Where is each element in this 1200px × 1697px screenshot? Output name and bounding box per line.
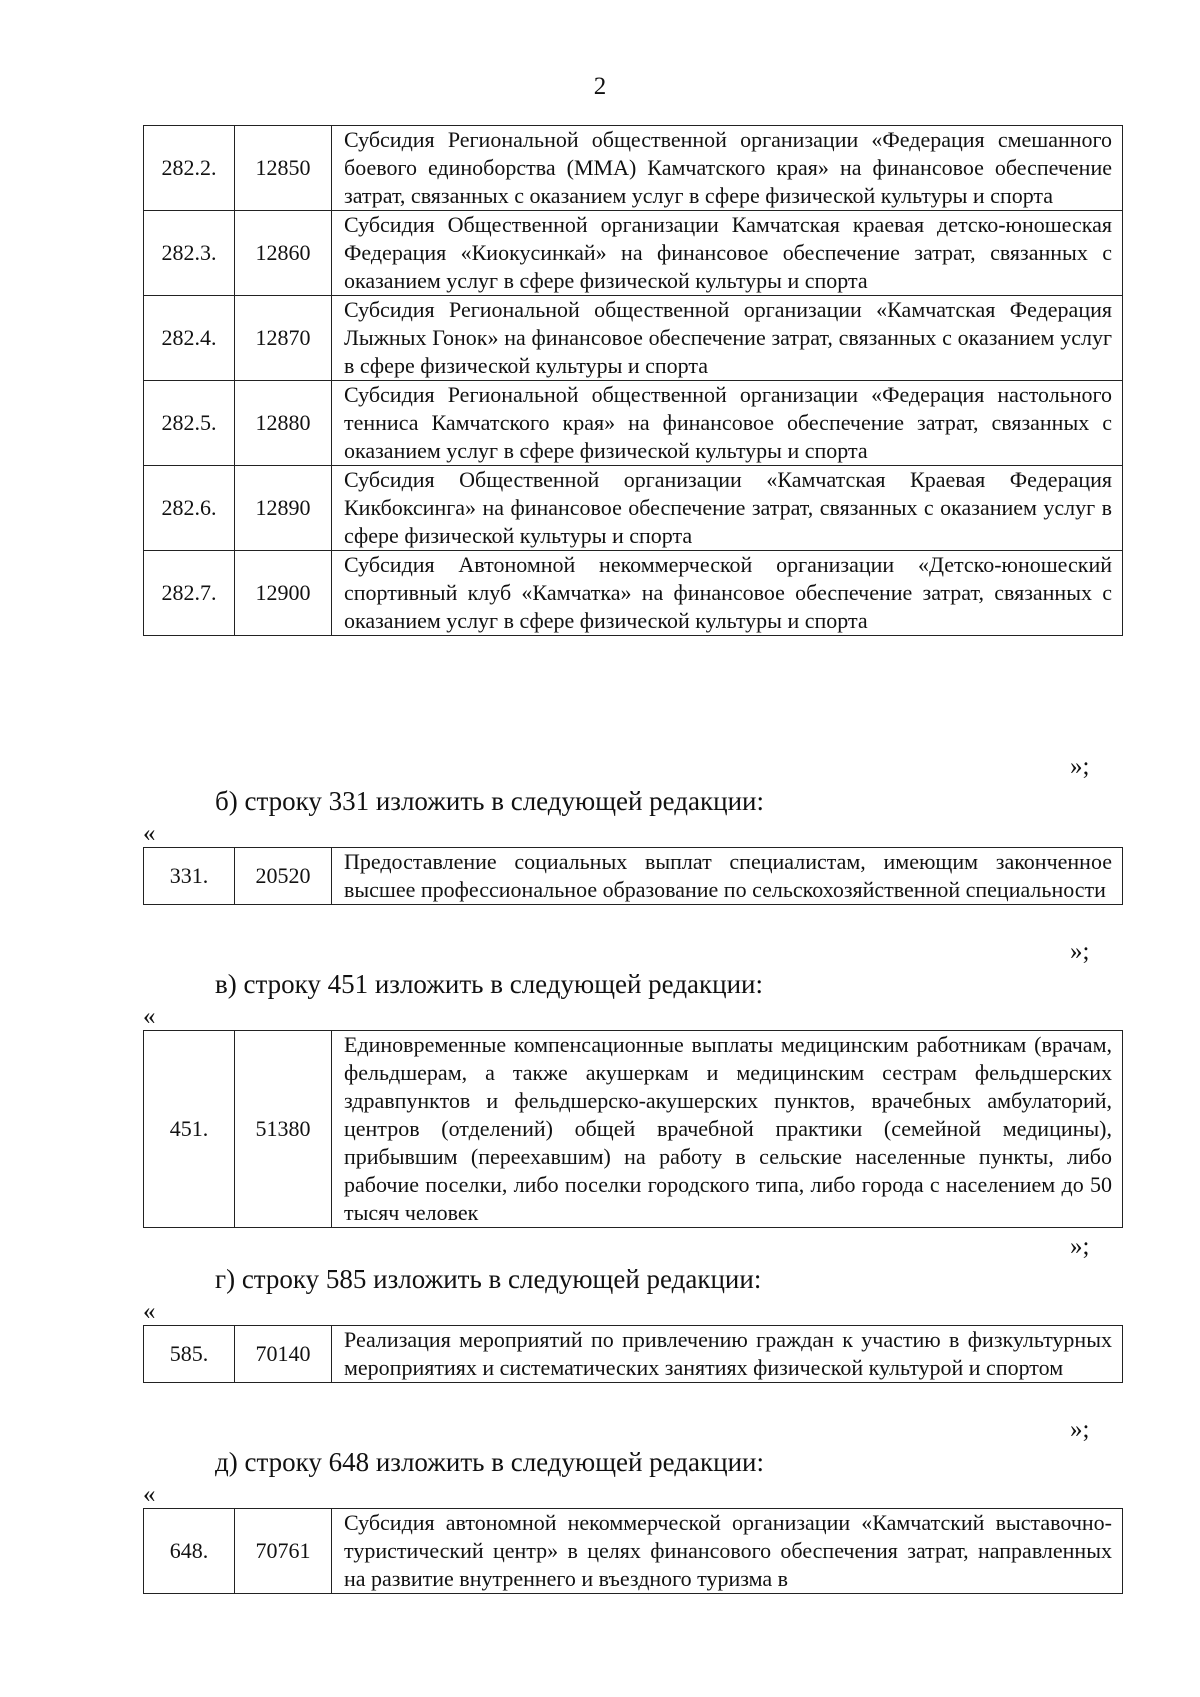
row-number: 282.6. bbox=[144, 466, 235, 551]
row-code: 20520 bbox=[235, 848, 332, 905]
table-row bbox=[144, 466, 1123, 551]
table-row bbox=[144, 551, 1123, 636]
row-code: 12860 bbox=[235, 211, 332, 296]
table-row bbox=[144, 126, 1123, 211]
instruction-text: в) строку 451 изложить в следующей редакции: bbox=[215, 969, 764, 999]
instruction-text: б) строку 331 изложить в следующей редакции: bbox=[215, 786, 764, 816]
row-description: Субсидия Общественной организации Камчатская краевая детско-юношеская Федерация «Киокусинкай» на финансовое обеспечение затрат, связанных с оказанием услуг в сфере физической культуры и спорта bbox=[332, 211, 1123, 296]
row-number: 282.4. bbox=[144, 296, 235, 381]
row-number: 331. bbox=[144, 848, 235, 905]
row-description: Субсидия автономной некоммерческой организации «Камчатский выставочно-туристический центр» в целях финансового обеспечения затрат, направленных на развитие внутреннего и въездного туризма в bbox=[332, 1509, 1123, 1594]
row-description: Субсидия Общественной организации «Камчатская Краевая Федерация Кикбоксинга» на финансовое обеспечение затрат, связанных с оказанием услуг в сфере физической культуры и спорта bbox=[332, 466, 1123, 551]
row-code: 12900 bbox=[235, 551, 332, 636]
row-description: Единовременные компенсационные выплаты медицинским работникам (врачам, фельдшерам, а также акушеркам и медицинским сестрам фельдшерских здравпунктов и фельдшерско-акушерских пунктов, врачебных амбулаторий, центров (отделений) общей врачебной практики (семейной медицины), прибывшим (переехавшим) на работу в сельские населенные пункты, либо рабочие поселки, либо поселки городского типа, либо города с населением до 50 тысяч человек bbox=[332, 1031, 1123, 1228]
section-table-block bbox=[143, 1030, 1123, 1228]
opening-quote: « bbox=[143, 820, 156, 847]
row-description: Субсидия Региональной общественной организации «Федерация смешанного боевого единоборства (ММА) Камчатского края» на финансовое обеспечение затрат, связанных с оказанием услуг в сфере физической культуры и спорта bbox=[332, 126, 1123, 211]
row-code: 70140 bbox=[235, 1326, 332, 1383]
row-code: 12890 bbox=[235, 466, 332, 551]
row-number: 282.2. bbox=[144, 126, 235, 211]
row-number: 282.3. bbox=[144, 211, 235, 296]
table-row bbox=[144, 1509, 1123, 1594]
section-table bbox=[143, 1508, 1123, 1594]
row-description: Субсидия Региональной общественной организации «Федерация настольного тенниса Камчатского края» на финансовое обеспечение затрат, связанных с оказанием услуг в сфере физической культуры и спорта bbox=[332, 381, 1123, 466]
closing-quote: »; bbox=[1070, 753, 1090, 780]
section-table bbox=[143, 847, 1123, 905]
closing-quote: »; bbox=[1070, 938, 1090, 965]
row-code: 70761 bbox=[235, 1509, 332, 1594]
table-row bbox=[144, 211, 1123, 296]
main-table bbox=[143, 125, 1123, 636]
row-code: 51380 bbox=[235, 1031, 332, 1228]
section-table-block bbox=[143, 1508, 1123, 1594]
opening-quote: « bbox=[143, 1481, 156, 1508]
row-number: 282.5. bbox=[144, 381, 235, 466]
row-number: 648. bbox=[144, 1509, 235, 1594]
opening-quote: « bbox=[143, 1003, 156, 1030]
closing-quote: »; bbox=[1070, 1233, 1090, 1260]
row-number: 585. bbox=[144, 1326, 235, 1383]
row-description: Реализация мероприятий по привлечению граждан к участию в физкультурных мероприятиях и систематических занятиях физической культурой и спортом bbox=[332, 1326, 1123, 1383]
row-code: 12850 bbox=[235, 126, 332, 211]
row-description: Субсидия Автономной некоммерческой организации «Детско-юношеский спортивный клуб «Камчатка» на финансовое обеспечение затрат, связанных с оказанием услуг в сфере физической культуры и спорта bbox=[332, 551, 1123, 636]
row-number: 451. bbox=[144, 1031, 235, 1228]
table-row bbox=[144, 848, 1123, 905]
opening-quote: « bbox=[143, 1298, 156, 1325]
instruction-text: д) строку 648 изложить в следующей редакции: bbox=[215, 1447, 764, 1477]
section-table bbox=[143, 1325, 1123, 1383]
row-description: Субсидия Региональной общественной организации «Камчатская Федерация Лыжных Гонок» на финансовое обеспечение затрат, связанных с оказанием услуг в сфере физической культуры и спорта bbox=[332, 296, 1123, 381]
closing-quote: »; bbox=[1070, 1416, 1090, 1443]
table-row bbox=[144, 1326, 1123, 1383]
main-table-block bbox=[143, 125, 1123, 636]
table-row bbox=[144, 381, 1123, 466]
row-description: Предоставление социальных выплат специалистам, имеющим законченное высшее профессиональное образование по сельскохозяйственной специальности bbox=[332, 848, 1123, 905]
row-code: 12870 bbox=[235, 296, 332, 381]
section-table-block bbox=[143, 847, 1123, 905]
instruction-text: г) строку 585 изложить в следующей редакции: bbox=[215, 1264, 762, 1294]
page-number: 2 bbox=[593, 73, 607, 100]
row-code: 12880 bbox=[235, 381, 332, 466]
table-row bbox=[144, 296, 1123, 381]
row-number: 282.7. bbox=[144, 551, 235, 636]
section-table-block bbox=[143, 1325, 1123, 1383]
section-table bbox=[143, 1030, 1123, 1228]
table-row bbox=[144, 1031, 1123, 1228]
